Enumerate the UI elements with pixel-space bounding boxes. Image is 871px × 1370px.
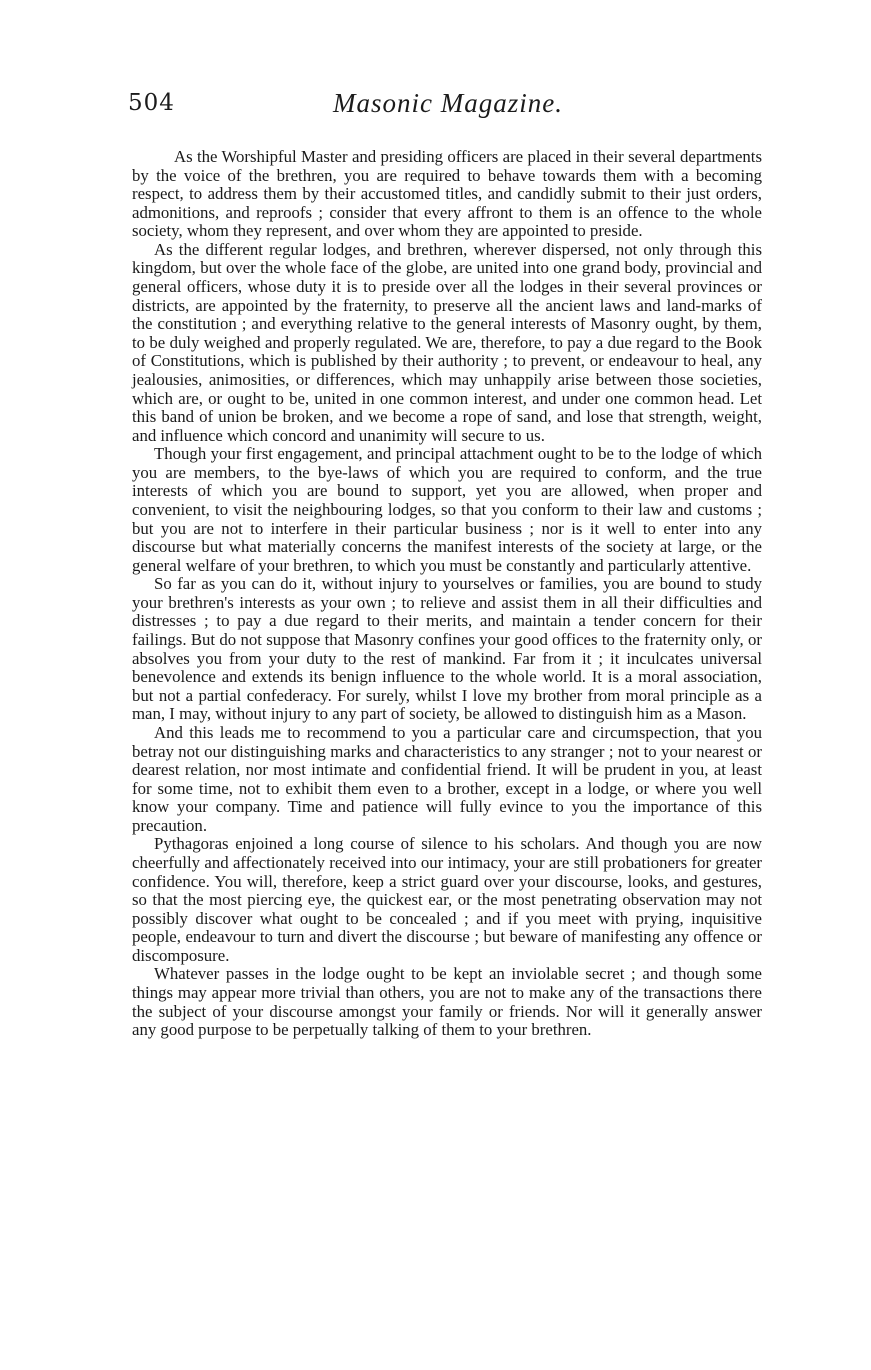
running-title: Masonic Magazine. <box>333 88 563 118</box>
article-body <box>132 148 762 1040</box>
paragraph: Whatever passes in the lodge ought to be kept an inviolable secret ; and though some things may appear more trivial than others, you are not to make any of the transactions there the subject of your discourse amongst your family or friends. Nor will it generally answer any good purpose to be perpetually talking of them to your brethren. <box>132 964 762 1040</box>
paragraph: As the Worshipful Master and presiding officers are placed in their several departments by the voice of the brethren, you are required to behave towards them with a becoming respect, to address them by their accustomed titles, and candidly submit to their just orders, admonitions, and reproofs ; consider that every affront to them is an offence to the whole society, whom they represent, and over whom they are appointed to preside. <box>132 147 762 241</box>
paragraph: Pythagoras enjoined a long course of silence to his scholars. And though you are now cheerfully and affectionately received into our intimacy, your are still probationers for greater confidence. You will, therefore, keep a strict guard over your discourse, looks, and gestures, so that the most piercing eye, the quickest ear, or the most penetrating observation may not possibly discover what ought to be concealed ; and if you meet with prying, inquisitive people, endeavour to turn and divert the discourse ; but beware of manifesting any offence or discomposure. <box>132 834 762 965</box>
paragraph: And this leads me to recommend to you a particular care and circumspection, that you betray not our distinguishing marks and characteristics to any stranger ; not to your nearest or dearest relation, nor most intimate and confidential friend. It will be prudent in you, at least for some time, not to exhibit them even to a brother, except in a lodge, or where you well know your company. Time and patience will fully evince to you the importance of this precaution. <box>132 722 762 835</box>
paragraph: As the different regular lodges, and brethren, wherever dispersed, not only through this kingdom, but over the whole face of the globe, are united into one grand body, provincial and general officers, whose duty it is to preside over all the lodges in their several provinces or districts, are appointed by the fraternity, to preserve all the ancient laws and land-marks of the constitution ; and everything relative to the general interests of Masonry ought, by them, to be duly weighed and properly regulated. We are, therefore, to pay a due regard to the Book of Constitutions, which is published by their authority ; to prevent, or endeavour to heal, any jealousies, animosities, or differences, which may unhappily arise between those societies, which are, or ought to be, united in one common interest, and under one common head. Let this band of union be broken, and we become a rope of sand, and lose that strength, weight, and influence which concord and unanimity will secure to us. <box>132 239 762 445</box>
paragraph: Though your first engagement, and principal attachment ought to be to the lodge of which you are members, to the bye-laws of which you are required to conform, and the true interests of which you are bound to support, yet you are allowed, when proper and convenient, to visit the neighbouring lodges, so that you conform to their law and customs ; but you are not to interfere in their particular business ; nor is it well to enter into any discourse but what materially concerns the manifest interests of the society at large, or the general welfare of your brethren, to which you must be constantly and particularly attentive. <box>132 444 762 575</box>
paragraph: So far as you can do it, without injury to yourselves or families, you are bound to study your brethren's interests as your own ; to relieve and assist them in all their difficulties and distresses ; to pay a due regard to their merits, and maintain a tender concern for their failings. But do not suppose that Masonry confines your good offices to the fraternity only, or absolves you from your duty to the rest of mankind. Far from it ; it inculcates universal benevolence and extends its benign influence to the whole world. It is a moral association, but not a partial confederacy. For surely, whilst I love my brother from moral principle as a man, I may, without injury to any part of society, be allowed to distinguish him as a Mason. <box>132 574 762 724</box>
page-number: 504 <box>128 90 175 116</box>
page-header <box>128 86 768 126</box>
